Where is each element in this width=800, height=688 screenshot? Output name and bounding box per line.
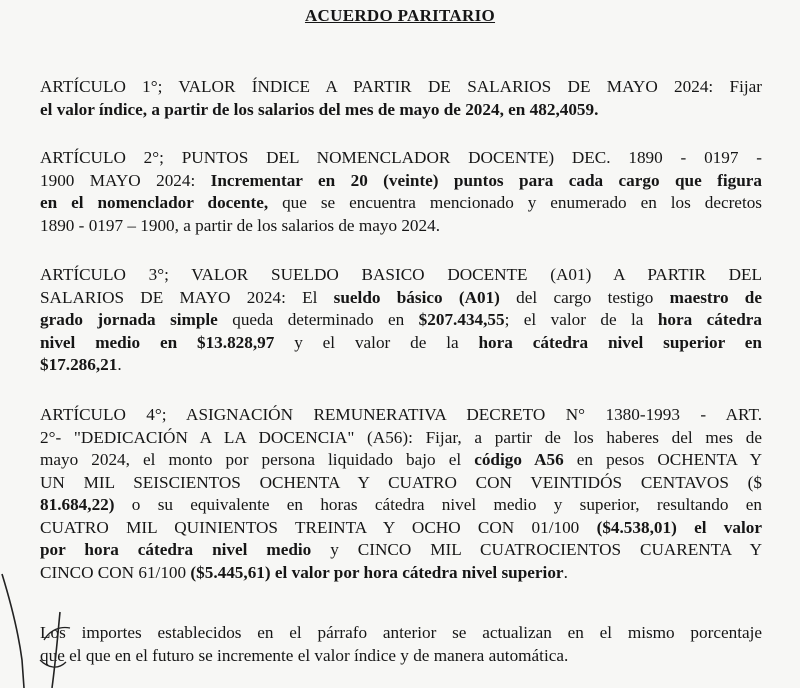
text-line <box>40 76 762 99</box>
bold-text: código A56 <box>474 450 564 469</box>
text-segment: ARTÍCULO 4°; ASIGNACIÓN REMUNERATIVA DECRETO N° 1380-1993 - ART. <box>40 405 762 424</box>
text-line <box>40 354 762 377</box>
article-2 <box>40 147 762 237</box>
text-line <box>40 449 762 472</box>
text-segment: 2°- "DEDICACIÓN A LA DOCENCIA" (A56): Fijar, a partir de los haberes del mes de <box>40 427 762 447</box>
bold-text: $17.286,21 <box>40 355 118 374</box>
bold-text: hora cátedra <box>657 310 762 329</box>
article-3 <box>40 264 762 377</box>
text-line <box>40 622 762 645</box>
text-line <box>40 427 762 450</box>
text-line <box>40 645 762 668</box>
text-segment: ARTÍCULO 3°; VALOR SUELDO BASICO DOCENTE (A01) A PARTIR DEL <box>40 265 762 284</box>
closing-paragraph <box>40 622 762 667</box>
bold-text: 81.684,22) <box>40 495 115 514</box>
text-line <box>40 170 762 193</box>
text-segment: que se encuentra mencionado y enumerado en los decretos <box>268 193 762 212</box>
text-line <box>40 332 762 355</box>
text-segment: mayo 2024, el monto por persona liquidado bajo el <box>40 450 475 469</box>
text-segment: SALARIOS DE MAYO 2024: El <box>40 287 334 307</box>
bold-text: el valor índice, a partir de los salarios del mes de mayo de 2024, en 482,4059. <box>40 99 599 119</box>
text-segment: queda determinado en <box>217 310 419 329</box>
text-line <box>40 215 762 238</box>
text-segment: ARTÍCULO 2°; PUNTOS DEL NOMENCLADOR DOCENTE) DEC. 1890 - 0197 - <box>40 148 762 167</box>
text-line <box>40 404 762 427</box>
text-segment: CINCO CON 61/100 <box>40 562 191 582</box>
article-1 <box>40 76 762 121</box>
text-segment: en pesos OCHENTA Y <box>563 450 762 469</box>
text-line <box>40 287 762 310</box>
text-segment: ARTÍCULO 1°; VALOR ÍNDICE A PARTIR DE SALARIOS DE MAYO 2024: Fijar <box>40 77 762 96</box>
text-line <box>40 309 762 332</box>
article-4 <box>40 404 762 584</box>
text-line <box>40 99 762 122</box>
bold-text: sueldo básico (A01) <box>333 287 500 307</box>
text-line <box>40 517 762 540</box>
text-segment: . <box>563 562 568 582</box>
text-segment: y CINCO MIL CUATROCIENTOS CUARENTA Y <box>311 540 762 559</box>
text-segment: ; el valor de la <box>504 310 658 329</box>
text-line <box>40 562 762 585</box>
bold-text: maestro de <box>669 287 762 307</box>
document-title: ACUERDO PARITARIO <box>304 6 496 25</box>
text-segment: 1890 - 0197 – 1900, a partir de los salarios de mayo 2024. <box>40 215 441 235</box>
bold-text: por hora cátedra nivel medio <box>40 540 312 559</box>
bold-text: ($5.445,61) el valor por hora cátedra nivel superior <box>190 562 564 582</box>
text-line <box>40 539 762 562</box>
text-segment: CUATRO MIL QUINIENTOS TREINTA Y OCHO CON 01/100 <box>40 517 597 537</box>
text-segment: del cargo testigo <box>499 287 670 307</box>
bold-text: grado jornada simple <box>40 310 218 329</box>
text-segment: que el que en el futuro se incremente el valor índice y de manera automática. <box>40 645 569 665</box>
bold-text: nivel medio en $13.828,97 <box>40 332 275 352</box>
bold-text: ($4.538,01) el valor <box>596 517 762 537</box>
text-segment: . <box>117 355 122 374</box>
bold-text: $207.434,55 <box>418 310 505 329</box>
text-line <box>40 472 762 495</box>
text-line <box>40 264 762 287</box>
text-line <box>40 494 762 517</box>
text-line <box>40 192 762 215</box>
text-segment: Los importes establecidos en el párrafo anterior se actualizan en el mismo porcentaje <box>40 623 762 642</box>
text-segment: UN MIL SEISCIENTOS OCHENTA Y CUATRO CON VEINTIDÓS CENTAVOS ($ <box>40 472 762 492</box>
bold-text: en el nomenclador docente, <box>40 193 269 212</box>
text-segment: 1900 MAYO 2024: <box>40 170 211 190</box>
bold-text: hora cátedra nivel superior en <box>478 332 762 352</box>
bold-text: Incrementar en 20 (veinte) puntos para cada cargo que figura <box>210 170 762 190</box>
text-line <box>40 147 762 170</box>
text-segment: o su equivalente en horas cátedra nivel medio y superior, resultando en <box>114 495 762 514</box>
text-segment: y el valor de la <box>274 332 479 352</box>
